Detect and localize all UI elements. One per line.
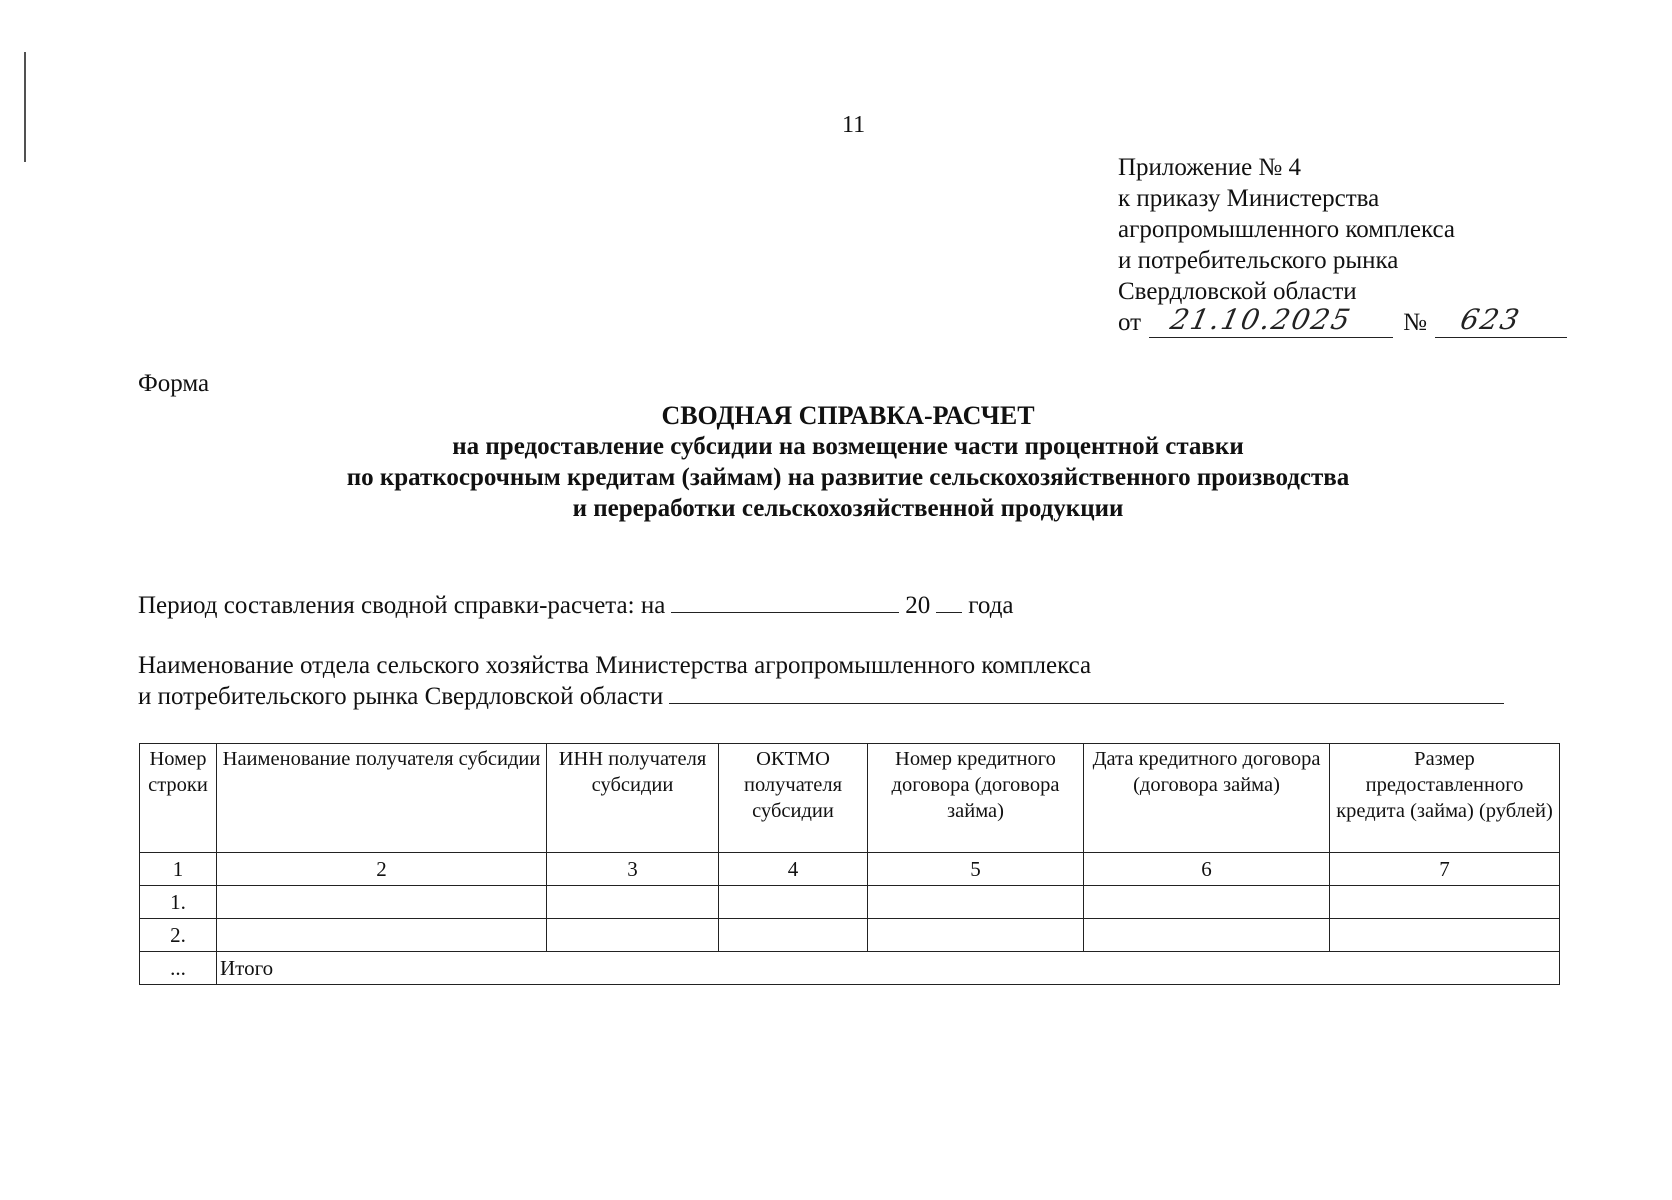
document-title [138, 400, 1558, 524]
handwritten-number: 623 [1457, 303, 1524, 336]
table-row [140, 919, 1560, 952]
annex-line: Свердловской области [1118, 278, 1357, 305]
title-line: на предоставление субсидии на возмещение части процентной ставки [452, 433, 1244, 460]
title-line: по краткосрочным кредитам (займам) на развитие сельскохозяйственного производства [346, 464, 1350, 491]
column-header: Наименование получателя субсидии [217, 744, 547, 853]
table-cell [868, 919, 1084, 952]
table-cell [1330, 886, 1560, 919]
year-blank [936, 592, 962, 613]
row-number: ... [140, 952, 217, 985]
table-cell [1330, 919, 1560, 952]
year-suffix: года [968, 592, 1014, 619]
column-number: 5 [868, 853, 1084, 886]
table-cell [217, 919, 547, 952]
department-line-text: и потребительского рынка Свердловской области [138, 683, 664, 710]
column-header: Размер предоставленного кредита (займа) (рублей) [1330, 744, 1560, 853]
annex-block [1118, 152, 1578, 338]
form-label: Форма [138, 370, 210, 397]
column-number: 7 [1330, 853, 1560, 886]
total-label: Итого [217, 952, 1560, 985]
order-date-number-line [1118, 303, 1578, 338]
year-prefix: 20 [905, 592, 931, 619]
column-header: Номер строки [140, 744, 217, 853]
column-header: Дата кредитного договора (договора займа) [1084, 744, 1330, 853]
column-number: 1 [140, 853, 217, 886]
column-header: ОКТМО получателя субсидии [719, 744, 868, 853]
table-cell [719, 886, 868, 919]
row-number: 2. [140, 919, 217, 952]
table-cell [547, 919, 719, 952]
column-number: 3 [547, 853, 719, 886]
order-number-field [1435, 303, 1567, 338]
department-line: Наименование отдела сельского хозяйства Министерства агропромышленного комплекса [138, 652, 1092, 679]
from-label: от [1118, 309, 1142, 336]
table-cell [1084, 886, 1330, 919]
total-row [140, 952, 1560, 985]
row-number: 1. [140, 886, 217, 919]
annex-line: к приказу Министерства [1118, 185, 1380, 212]
table-cell [868, 886, 1084, 919]
annex-line: агропромышленного комплекса [1118, 216, 1456, 243]
department-block [138, 650, 1558, 712]
summary-table [139, 743, 1560, 985]
column-number-row [140, 853, 1560, 886]
column-header: Номер кредитного договора (договора займа) [868, 744, 1084, 853]
order-date-field [1149, 303, 1393, 338]
period-label: Период составления сводной справки-расчета: на [138, 592, 666, 619]
table-cell [1084, 919, 1330, 952]
table-row [140, 886, 1560, 919]
number-label: № [1403, 309, 1427, 336]
table-cell [217, 886, 547, 919]
annex-line: и потребительского рынка [1118, 247, 1399, 274]
table-cell [719, 919, 868, 952]
department-blank [669, 683, 1504, 704]
title-line: и переработки сельскохозяйственной продукции [572, 495, 1124, 522]
column-number: 6 [1084, 853, 1330, 886]
page-number: 11 [842, 112, 866, 138]
table-header-row [140, 744, 1560, 853]
column-number: 4 [719, 853, 868, 886]
table-cell [547, 886, 719, 919]
department-line-with-blank [138, 681, 1558, 712]
column-number: 2 [217, 853, 547, 886]
scan-edge-mark [24, 52, 26, 162]
handwritten-date: 21.10.2025 [1167, 303, 1355, 336]
main-title: СВОДНАЯ СПРАВКА-РАСЧЕТ [661, 401, 1035, 430]
period-blank [671, 592, 899, 613]
column-header: ИНН получателя субсидии [547, 744, 719, 853]
period-line [138, 592, 1014, 620]
annex-line: Приложение № 4 [1118, 154, 1302, 181]
